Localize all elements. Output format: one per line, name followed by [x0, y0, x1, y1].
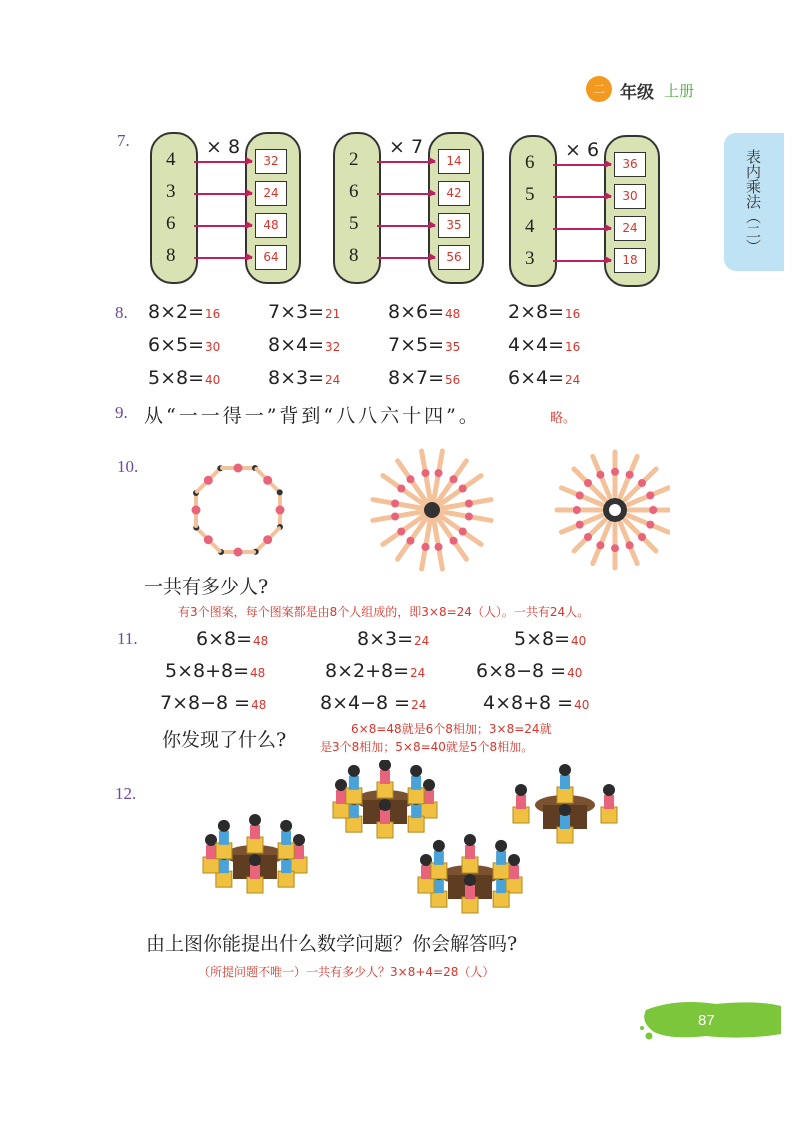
child-body [424, 790, 434, 804]
chair [333, 802, 349, 818]
chair [506, 877, 522, 893]
dancer-suit [450, 475, 458, 483]
answer-box: 36 [614, 152, 646, 177]
child-body [434, 851, 444, 865]
child-body [250, 825, 260, 839]
input-number: 6 [349, 181, 359, 202]
equation-answer: 30 [205, 340, 221, 354]
child-body [604, 795, 614, 809]
chair [493, 863, 509, 879]
equation-expr: 5×8+8= [165, 660, 250, 682]
input-number: 4 [166, 149, 176, 170]
dancer-suit [638, 479, 646, 487]
q12-question: 由上图你能提出什么数学问题？你会解答吗? [146, 933, 518, 955]
volume-label: 上册 [664, 82, 695, 100]
child-body [560, 775, 570, 789]
child-body [496, 851, 506, 865]
dancer-suit [626, 541, 634, 549]
answer-box: 18 [614, 248, 646, 273]
mapping-arrow [553, 260, 611, 262]
dancer-suit [204, 535, 213, 544]
equation-expr: 6×5= [148, 334, 205, 356]
child-head [603, 784, 615, 796]
child-head [515, 784, 527, 796]
chair [493, 891, 509, 907]
q7-number: 7. [117, 131, 130, 150]
tables-illustration [180, 760, 640, 920]
input-number: 8 [166, 245, 176, 266]
equation [320, 692, 426, 714]
dancer-suit [576, 491, 584, 499]
multiplier-label: × 8 [206, 136, 241, 158]
equation [508, 367, 580, 389]
equation-answer: 48 [251, 698, 267, 712]
equation-answer: 56 [445, 373, 461, 387]
chair [216, 871, 232, 887]
dancer-suit [450, 537, 458, 545]
equation [160, 692, 266, 714]
dancer-suit [626, 471, 634, 479]
dancer-suit [465, 499, 473, 507]
star-formation-2 [373, 451, 491, 569]
chair [557, 787, 573, 803]
equation-expr: 8×2= [148, 301, 205, 323]
chair [513, 807, 529, 823]
input-number: 8 [349, 245, 359, 266]
child-body [516, 795, 526, 809]
table-group-1 [203, 814, 307, 893]
q8-number: 8. [115, 303, 128, 322]
chair [377, 822, 393, 838]
child-body [336, 790, 346, 804]
answer-box: 24 [614, 216, 646, 241]
equation [268, 301, 340, 323]
q10-number: 10. [117, 457, 139, 476]
dancer-suit [234, 464, 243, 473]
equation [508, 301, 580, 323]
chair [291, 857, 307, 873]
dancer-suit [234, 548, 243, 557]
q12-answer: （所提问题不唯一）一共有多少人？3×8+4=28（人） [198, 965, 495, 979]
equation [483, 692, 589, 714]
equation [508, 334, 580, 356]
dancer-suit [465, 513, 473, 521]
table-group-4 [513, 764, 617, 843]
dancer-suit [421, 469, 429, 477]
q10-answer: 有3个图案，每个图案都是由8个人组成的，即3×8=24（人）。一共有24人。 [178, 605, 590, 619]
equation-answer: 32 [325, 340, 341, 354]
q11-answer-line2: 是3个8相加；5×8=40就是5个8相加。 [320, 740, 534, 754]
chapter-tab [724, 133, 784, 271]
equation [388, 367, 460, 389]
equation-expr: 5×8= [514, 628, 571, 650]
dancer-suit [192, 506, 201, 515]
equation-answer: 40 [571, 634, 587, 648]
chair [247, 877, 263, 893]
equation [514, 628, 586, 650]
input-number: 3 [166, 181, 176, 202]
child-body [411, 776, 421, 790]
chair [346, 788, 362, 804]
child-body [281, 831, 291, 845]
table-group-3 [418, 834, 522, 913]
equation-expr: 8×3= [357, 628, 414, 650]
child-head [335, 779, 347, 791]
child-body [411, 804, 421, 818]
input-number: 5 [349, 213, 359, 234]
answer-box: 64 [255, 245, 287, 270]
chair [462, 857, 478, 873]
equation-expr: 8×4= [268, 334, 325, 356]
equation [148, 367, 220, 389]
dancer-suit [263, 476, 272, 485]
chair [346, 816, 362, 832]
child-head [559, 764, 571, 776]
input-number: 6 [525, 152, 535, 173]
equation-expr: 7×5= [388, 334, 445, 356]
equation-answer: 24 [411, 698, 427, 712]
mapping-arrow [377, 161, 435, 163]
equation-answer: 24 [410, 666, 426, 680]
child-body [380, 810, 390, 824]
child-head [464, 874, 476, 886]
mapping-arrow [377, 193, 435, 195]
equation-answer: 40 [567, 666, 583, 680]
equation-expr: 8×6= [388, 301, 445, 323]
equation-answer: 16 [565, 340, 581, 354]
chair [377, 782, 393, 798]
equation-answer: 21 [325, 307, 341, 321]
child-head [559, 804, 571, 816]
mapping-arrow [194, 225, 252, 227]
child-body [380, 770, 390, 784]
child-body [349, 804, 359, 818]
mapping-arrow [194, 161, 252, 163]
child-head [423, 779, 435, 791]
dancer-suit [263, 535, 272, 544]
chair [203, 857, 219, 873]
equation-expr: 6×4= [508, 367, 565, 389]
equation [268, 334, 340, 356]
dancer-suit [406, 537, 414, 545]
circle-formation-1 [192, 464, 285, 557]
equation-answer: 16 [565, 307, 581, 321]
mapping-arrow [377, 225, 435, 227]
dancer-suit [596, 541, 604, 549]
input-number: 3 [525, 248, 535, 269]
equation-answer: 40 [205, 373, 221, 387]
dancer-suit [435, 469, 443, 477]
answer-box: 35 [438, 213, 470, 238]
dancer-suit [584, 479, 592, 487]
dancer-suit [573, 506, 581, 514]
equation-expr: 4×8+8 = [483, 692, 574, 714]
dancer-suit [421, 543, 429, 551]
child-head [464, 834, 476, 846]
dancer-suit [576, 521, 584, 529]
equation-answer: 24 [565, 373, 581, 387]
dancer-suit [276, 506, 285, 515]
dancer-suit [646, 521, 654, 529]
equation [148, 334, 220, 356]
child-head [205, 834, 217, 846]
equation-expr: 8×3= [268, 367, 325, 389]
equation-expr: 7×8−8 = [160, 692, 251, 714]
chair [557, 827, 573, 843]
child-body [434, 879, 444, 893]
equation-answer: 40 [574, 698, 590, 712]
dancer-suit [596, 471, 604, 479]
chair [278, 843, 294, 859]
equation [325, 660, 425, 682]
dancer-suit [649, 506, 657, 514]
q11-answer-line1: 6×8=48就是6个8相加；3×8=24就 [351, 722, 552, 736]
multiplier-label: × 6 [565, 139, 600, 161]
answer-box: 42 [438, 181, 470, 206]
chair [408, 788, 424, 804]
q9-number: 9. [115, 403, 128, 422]
child-body [294, 845, 304, 859]
child-head [249, 854, 261, 866]
child-head [508, 854, 520, 866]
chair [601, 807, 617, 823]
dancer-suit [646, 491, 654, 499]
q9-text: 从“一一得一”背到“八八六十四”。 [144, 405, 481, 427]
child-body [250, 865, 260, 879]
mapping-arrow [553, 228, 611, 230]
equation-expr: 6×8−8 = [476, 660, 567, 682]
child-head [410, 765, 422, 777]
answer-box: 30 [614, 184, 646, 209]
child-head [495, 840, 507, 852]
mapping-arrow [194, 193, 252, 195]
child-head [293, 834, 305, 846]
equation-expr: 7×3= [268, 301, 325, 323]
answer-box: 14 [438, 149, 470, 174]
dancer-suit [397, 484, 405, 492]
child-body [349, 776, 359, 790]
equation-answer: 48 [253, 634, 269, 648]
equation [388, 301, 460, 323]
equation [196, 628, 268, 650]
equation [148, 301, 220, 323]
child-body [496, 879, 506, 893]
child-body [281, 859, 291, 873]
q10-question: 一共有多少人? [144, 576, 269, 598]
q11-question: 你发现了什么? [162, 729, 287, 751]
input-number: 5 [525, 184, 535, 205]
chair [431, 863, 447, 879]
chair [418, 877, 434, 893]
equation-answer: 24 [325, 373, 341, 387]
mapping-arrow [553, 196, 611, 198]
chair [431, 891, 447, 907]
equation-answer: 16 [205, 307, 221, 321]
child-head [433, 840, 445, 852]
equation-expr: 8×2+8= [325, 660, 410, 682]
formation-center [424, 502, 440, 518]
child-head [348, 765, 360, 777]
dancer-suit [459, 528, 467, 536]
chair [462, 897, 478, 913]
table-group-2 [333, 760, 437, 838]
q9-answer: 略。 [550, 411, 577, 426]
mapping-arrow [377, 257, 435, 259]
child-body [560, 815, 570, 829]
answer-box: 48 [255, 213, 287, 238]
child-head [249, 814, 261, 826]
input-number: 6 [166, 213, 176, 234]
child-body [465, 885, 475, 899]
child-head [379, 799, 391, 811]
equation [357, 628, 429, 650]
star-formation-3 [557, 452, 670, 568]
child-body [206, 845, 216, 859]
chair [408, 816, 424, 832]
child-head [218, 820, 230, 832]
equation-expr: 8×7= [388, 367, 445, 389]
child-head [280, 820, 292, 832]
dancer-suit [406, 475, 414, 483]
dancer-suit [397, 528, 405, 536]
dancer-suit [638, 533, 646, 541]
dancer-suit [435, 543, 443, 551]
formation-illustrations [170, 440, 670, 580]
q12-number: 12. [115, 784, 137, 803]
dancer-suit [584, 533, 592, 541]
child-head [420, 854, 432, 866]
dancer-suit [204, 476, 213, 485]
q11-number: 11. [117, 629, 138, 648]
child-body [465, 845, 475, 859]
equation [165, 660, 265, 682]
chapter-tab-label: 表内乘法（二） [744, 149, 762, 254]
child-body [421, 865, 431, 879]
page-number: 87 [698, 1012, 715, 1029]
equation [268, 367, 340, 389]
answer-box: 56 [438, 245, 470, 270]
dancer-suit [611, 468, 619, 476]
child-head [379, 760, 391, 771]
equation-expr: 6×8= [196, 628, 253, 650]
equation-expr: 8×4−8 = [320, 692, 411, 714]
chair [421, 802, 437, 818]
child-body [219, 831, 229, 845]
chair [278, 871, 294, 887]
answer-box: 24 [255, 181, 287, 206]
dancer-suit [459, 484, 467, 492]
formation-center-inner [609, 504, 621, 516]
input-number: 4 [525, 216, 535, 237]
chair [247, 837, 263, 853]
equation [388, 334, 460, 356]
mapping-arrow [553, 164, 611, 166]
dancer-suit [391, 499, 399, 507]
equation-answer: 35 [445, 340, 461, 354]
equation-expr: 4×4= [508, 334, 565, 356]
dancer-suit [611, 544, 619, 552]
dancer-head [277, 489, 283, 495]
child-body [509, 865, 519, 879]
child-body [219, 859, 229, 873]
grade-label: 年级 [620, 83, 654, 103]
grade-badge: 二 [586, 76, 612, 102]
multiplier-label: × 7 [389, 136, 424, 158]
equation-answer: 48 [445, 307, 461, 321]
equation-answer: 48 [250, 666, 266, 680]
chair [216, 843, 232, 859]
input-number: 2 [349, 149, 359, 170]
equation-expr: 5×8= [148, 367, 205, 389]
equation-expr: 2×8= [508, 301, 565, 323]
equation-answer: 24 [414, 634, 430, 648]
dancer-suit [391, 513, 399, 521]
mapping-arrow [194, 257, 252, 259]
equation [476, 660, 582, 682]
answer-box: 32 [255, 149, 287, 174]
